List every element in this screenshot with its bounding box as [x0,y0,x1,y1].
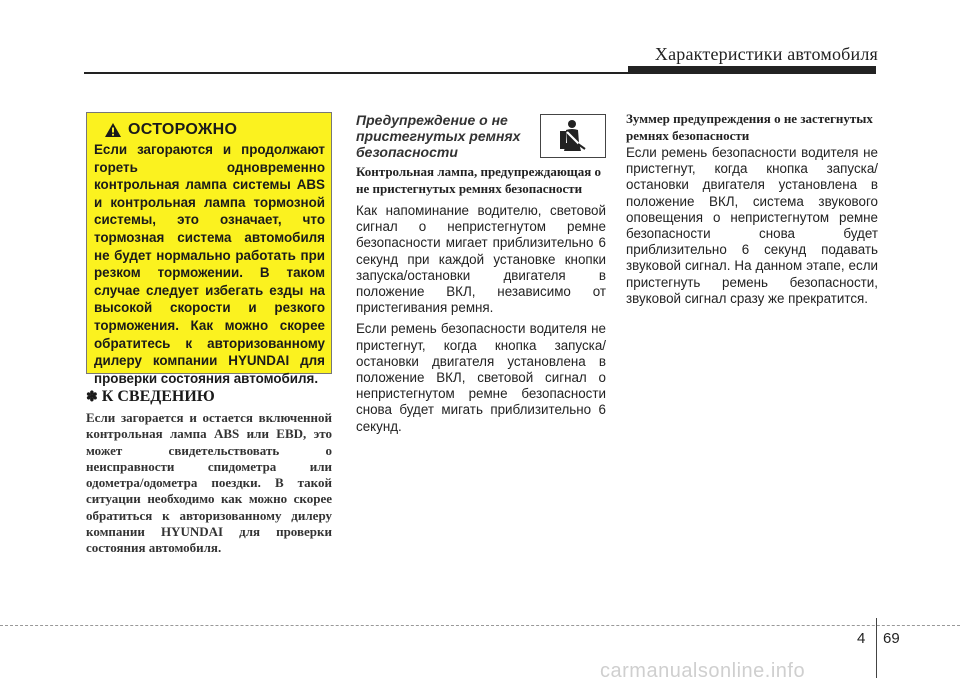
info-star-icon: ✽ [86,389,98,405]
info-title: К СВЕДЕНИЮ [101,388,215,405]
chapter-number: 4 [857,630,866,647]
header-rule [84,72,876,74]
watermark: carmanualsonline.info [600,660,806,682]
seatbelt-lamp-paragraph-2: Если ремень безопасности водителя не пристегнут, когда кнопка запуска/остановки двигателя установлена в положение ВКЛ, световой сигнал о непристегнутом ремне безопасности снова будет мигать приблизительно 6 секунд. [356,321,606,434]
footer-dashed-line [0,625,960,626]
seatbelt-chime-title: Зуммер предупреждения о не застегнутых ремнях безопасности [626,111,873,143]
page-number: 69 [883,630,900,647]
seatbelt-section-header [356,112,606,162]
header-rule-accent [628,66,876,72]
seatbelt-chime-text: Если ремень безопасности водителя не пристегнут, когда кнопка запуска/остановки двигателя установлена в положение ВКЛ, система звукового оповещения о непристегнутом ремне безопасности снова будет приблизительно 6 секунд подавать звуковой сигнал. На данном этапе, если пристегнуть ремень безопасности, звуковой сигнал сразу же прекратится. [626,145,878,306]
left-column [86,112,332,557]
middle-column [356,112,606,435]
warning-box [86,112,332,386]
right-column [626,112,878,307]
warning-title: ОСТОРОЖНО [128,121,238,138]
warning-text: Если загораются и продолжают гореть одновременно контрольная лампа системы ABS и контрольная лампа тормозной системы, это означает, что тормозная система автомобиля не будет нормально работать при резком торможении. В таком случае следует избегать езды на высокой скорости и резкого торможения. Как можно скорее обратитесь к авторизованному дилеру компании HYUNDAI для проверки состояния автомобиля. [94,142,325,386]
seatbelt-warning-icon [540,114,606,158]
warning-triangle-icon [104,122,122,138]
seatbelt-lamp-subtitle: Контрольная лампа, предупреждающая о не пристегнутых ремнях безопасности [356,164,602,196]
info-heading [86,388,332,406]
warning-heading [104,121,325,139]
seatbelt-lamp-paragraph-1: Как напоминание водителю, световой сигнал о непристегнутом ремне безопасности мигает приблизительно 6 секунд при каждой установке кнопки запуска/остановки двигателя в положение ВКЛ, независимо от пристегивания ремня. [356,203,606,316]
page-number-divider [876,618,877,678]
info-text: Если загорается и остается включенной контрольная лампа ABS или EBD, это может свидетельствовать о неисправности спидометра или одометра/одометра поездки. В такой ситуации необходимо как можно скорее обратиться к авторизованному дилеру компании HYUNDAI для проверки состояния автомобиля. [86,410,332,556]
seatbelt-section-title: Предупреждение о не пристегнутых ремнях безопасности [356,112,521,160]
page-header-title: Характеристики автомобиля [654,44,878,64]
